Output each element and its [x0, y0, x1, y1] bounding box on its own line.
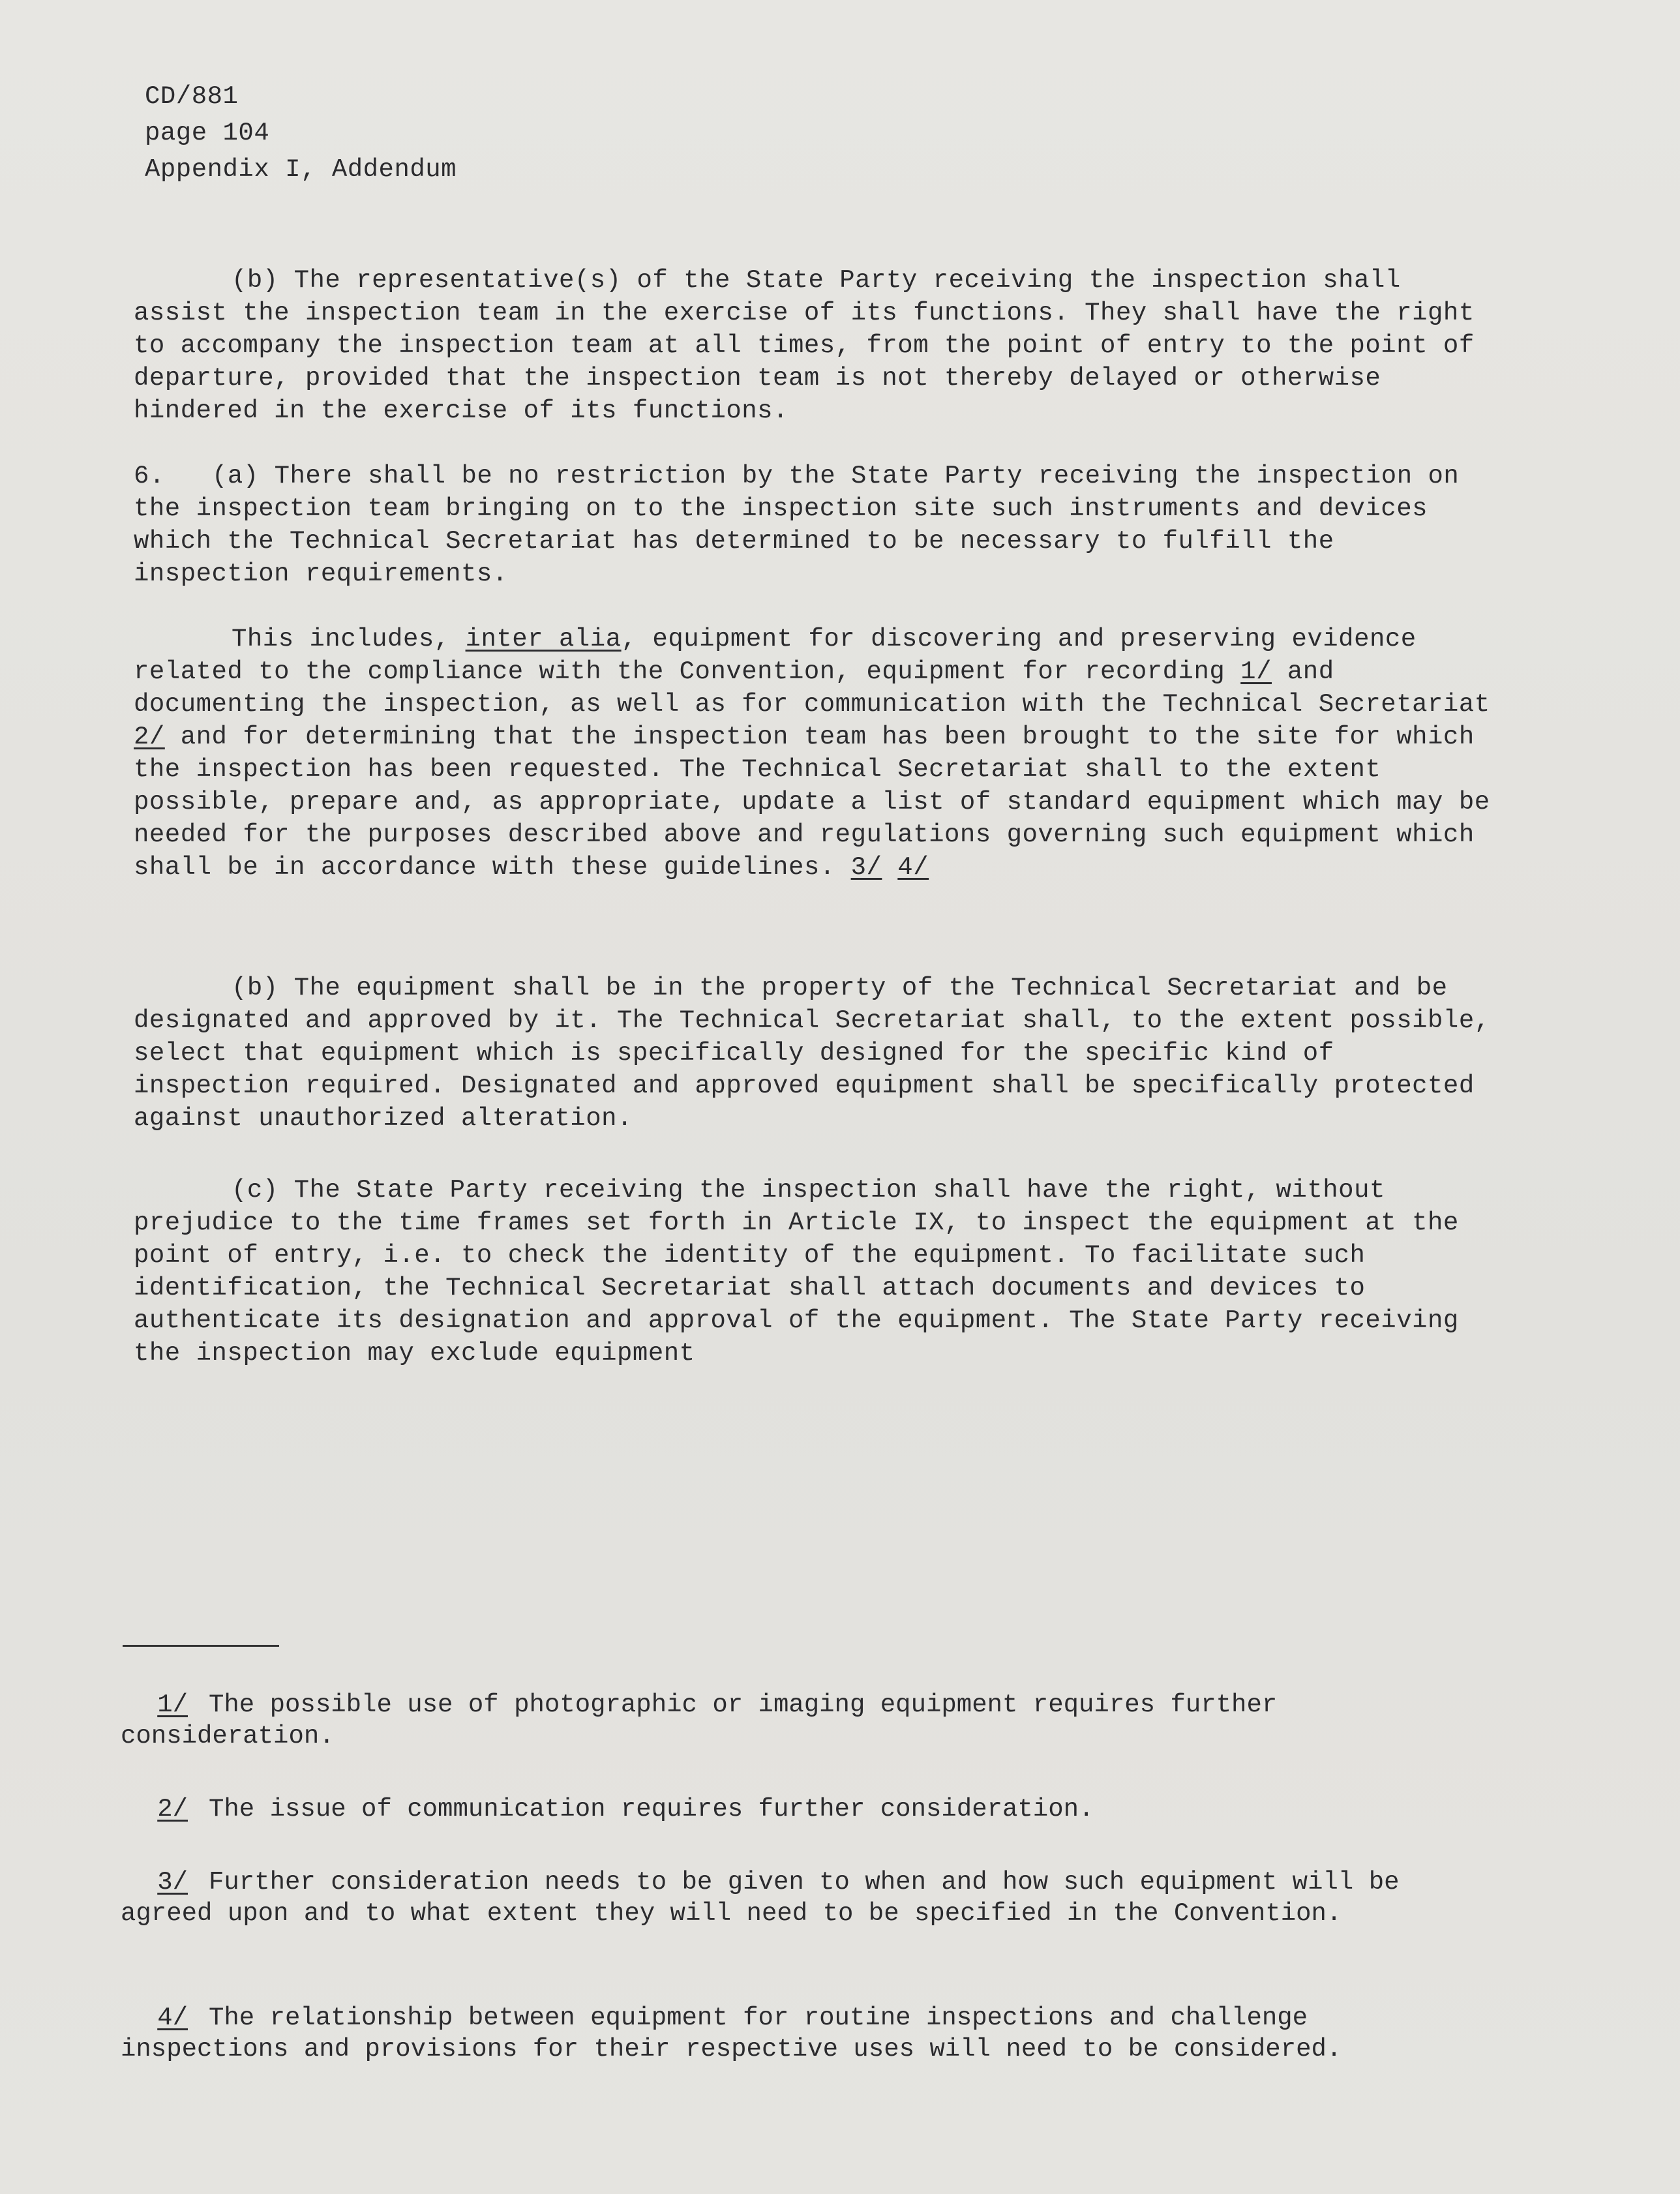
- section-label: Appendix I, Addendum: [145, 155, 457, 184]
- footnote-ref-2: 2/: [134, 723, 165, 751]
- footnote-3: 3/ Further consideration needs to be given to when and how such equipment will be agreed upon and to what extent they will need to be specified in the Convention.: [121, 1868, 1400, 1928]
- footnote-4: 4/ The relationship between equipment for routine inspections and challenge inspections and provisions for their respective uses will need to be considered.: [121, 2004, 1342, 2064]
- document-id: CD/881: [145, 82, 239, 111]
- latin-phrase: inter alia: [465, 625, 622, 654]
- paragraph-6c: (c) The State Party receiving the inspection shall have the right, without prejudice to the time frames set forth in Article IX, to inspect the equipment at the point of entry, i.e. to check the identity of the equipment. To facilitate such identification, the Technical Secretariat shall attach documents and devices to authenticate its designation and approval of the equipment. The State Party receiving the inspection may exclude equipment: [134, 1176, 1459, 1368]
- footnote-ref-3: 3/: [850, 853, 882, 882]
- footnote-ref-1: 1/: [1240, 657, 1272, 686]
- footnote-separator: [123, 1645, 279, 1647]
- paragraph-5b: (b) The representative(s) of the State Party receiving the inspection shall assist the inspection team in the exercise of its functions. They shall have the right to accompany the inspection team at all times, from the point of entry to the point of departure, provided that the inspection team is not thereby delayed or otherwise hindered in the exercise of its functions.: [134, 266, 1475, 425]
- paragraph-6b: (b) The equipment shall be in the property of the Technical Secretariat and be designated and approved by it. The Technical Secretariat shall, to the extent possible, select that equipment which is specifically designed for the specific kind of inspection required. Designated and approved equipment shall be specifically protected against unauthorized alteration.: [134, 974, 1490, 1133]
- footnote-1: 1/ The possible use of photographic or imaging equipment requires further consideration.: [121, 1691, 1278, 1751]
- footnote-2: 2/ The issue of communication requires further consideration.: [157, 1795, 1094, 1824]
- footnote-ref-4: 4/: [897, 853, 929, 882]
- paragraph-6a: 6. (a) There shall be no restriction by the State Party receiving the inspection on the inspection team bringing on to the inspection site such instruments and devices which the Technical Secretariat has determined to be necessary to fulfill the inspection requirements.: [134, 460, 1503, 590]
- page-header: [145, 78, 457, 188]
- paragraph-number: 6.: [134, 462, 165, 490]
- page-number: page 104: [145, 119, 270, 147]
- paragraph-equipment-list: This includes, inter alia, equipment for discovering and preserving evidence related to the compliance with the Convention, equipment for recording 1/ and documenting the inspection, as well as for communication with the Technical Secretariat 2/ and for determining that the inspection team has been brought to the site for which the inspection has been requested. The Technical Secretariat shall to the extent possible, prepare and, as appropriate, update a list of standard equipment which may be needed for the purposes described above and regulations governing such equipment which shall be in accordance with these guidelines. 3/ 4/: [134, 625, 1490, 882]
